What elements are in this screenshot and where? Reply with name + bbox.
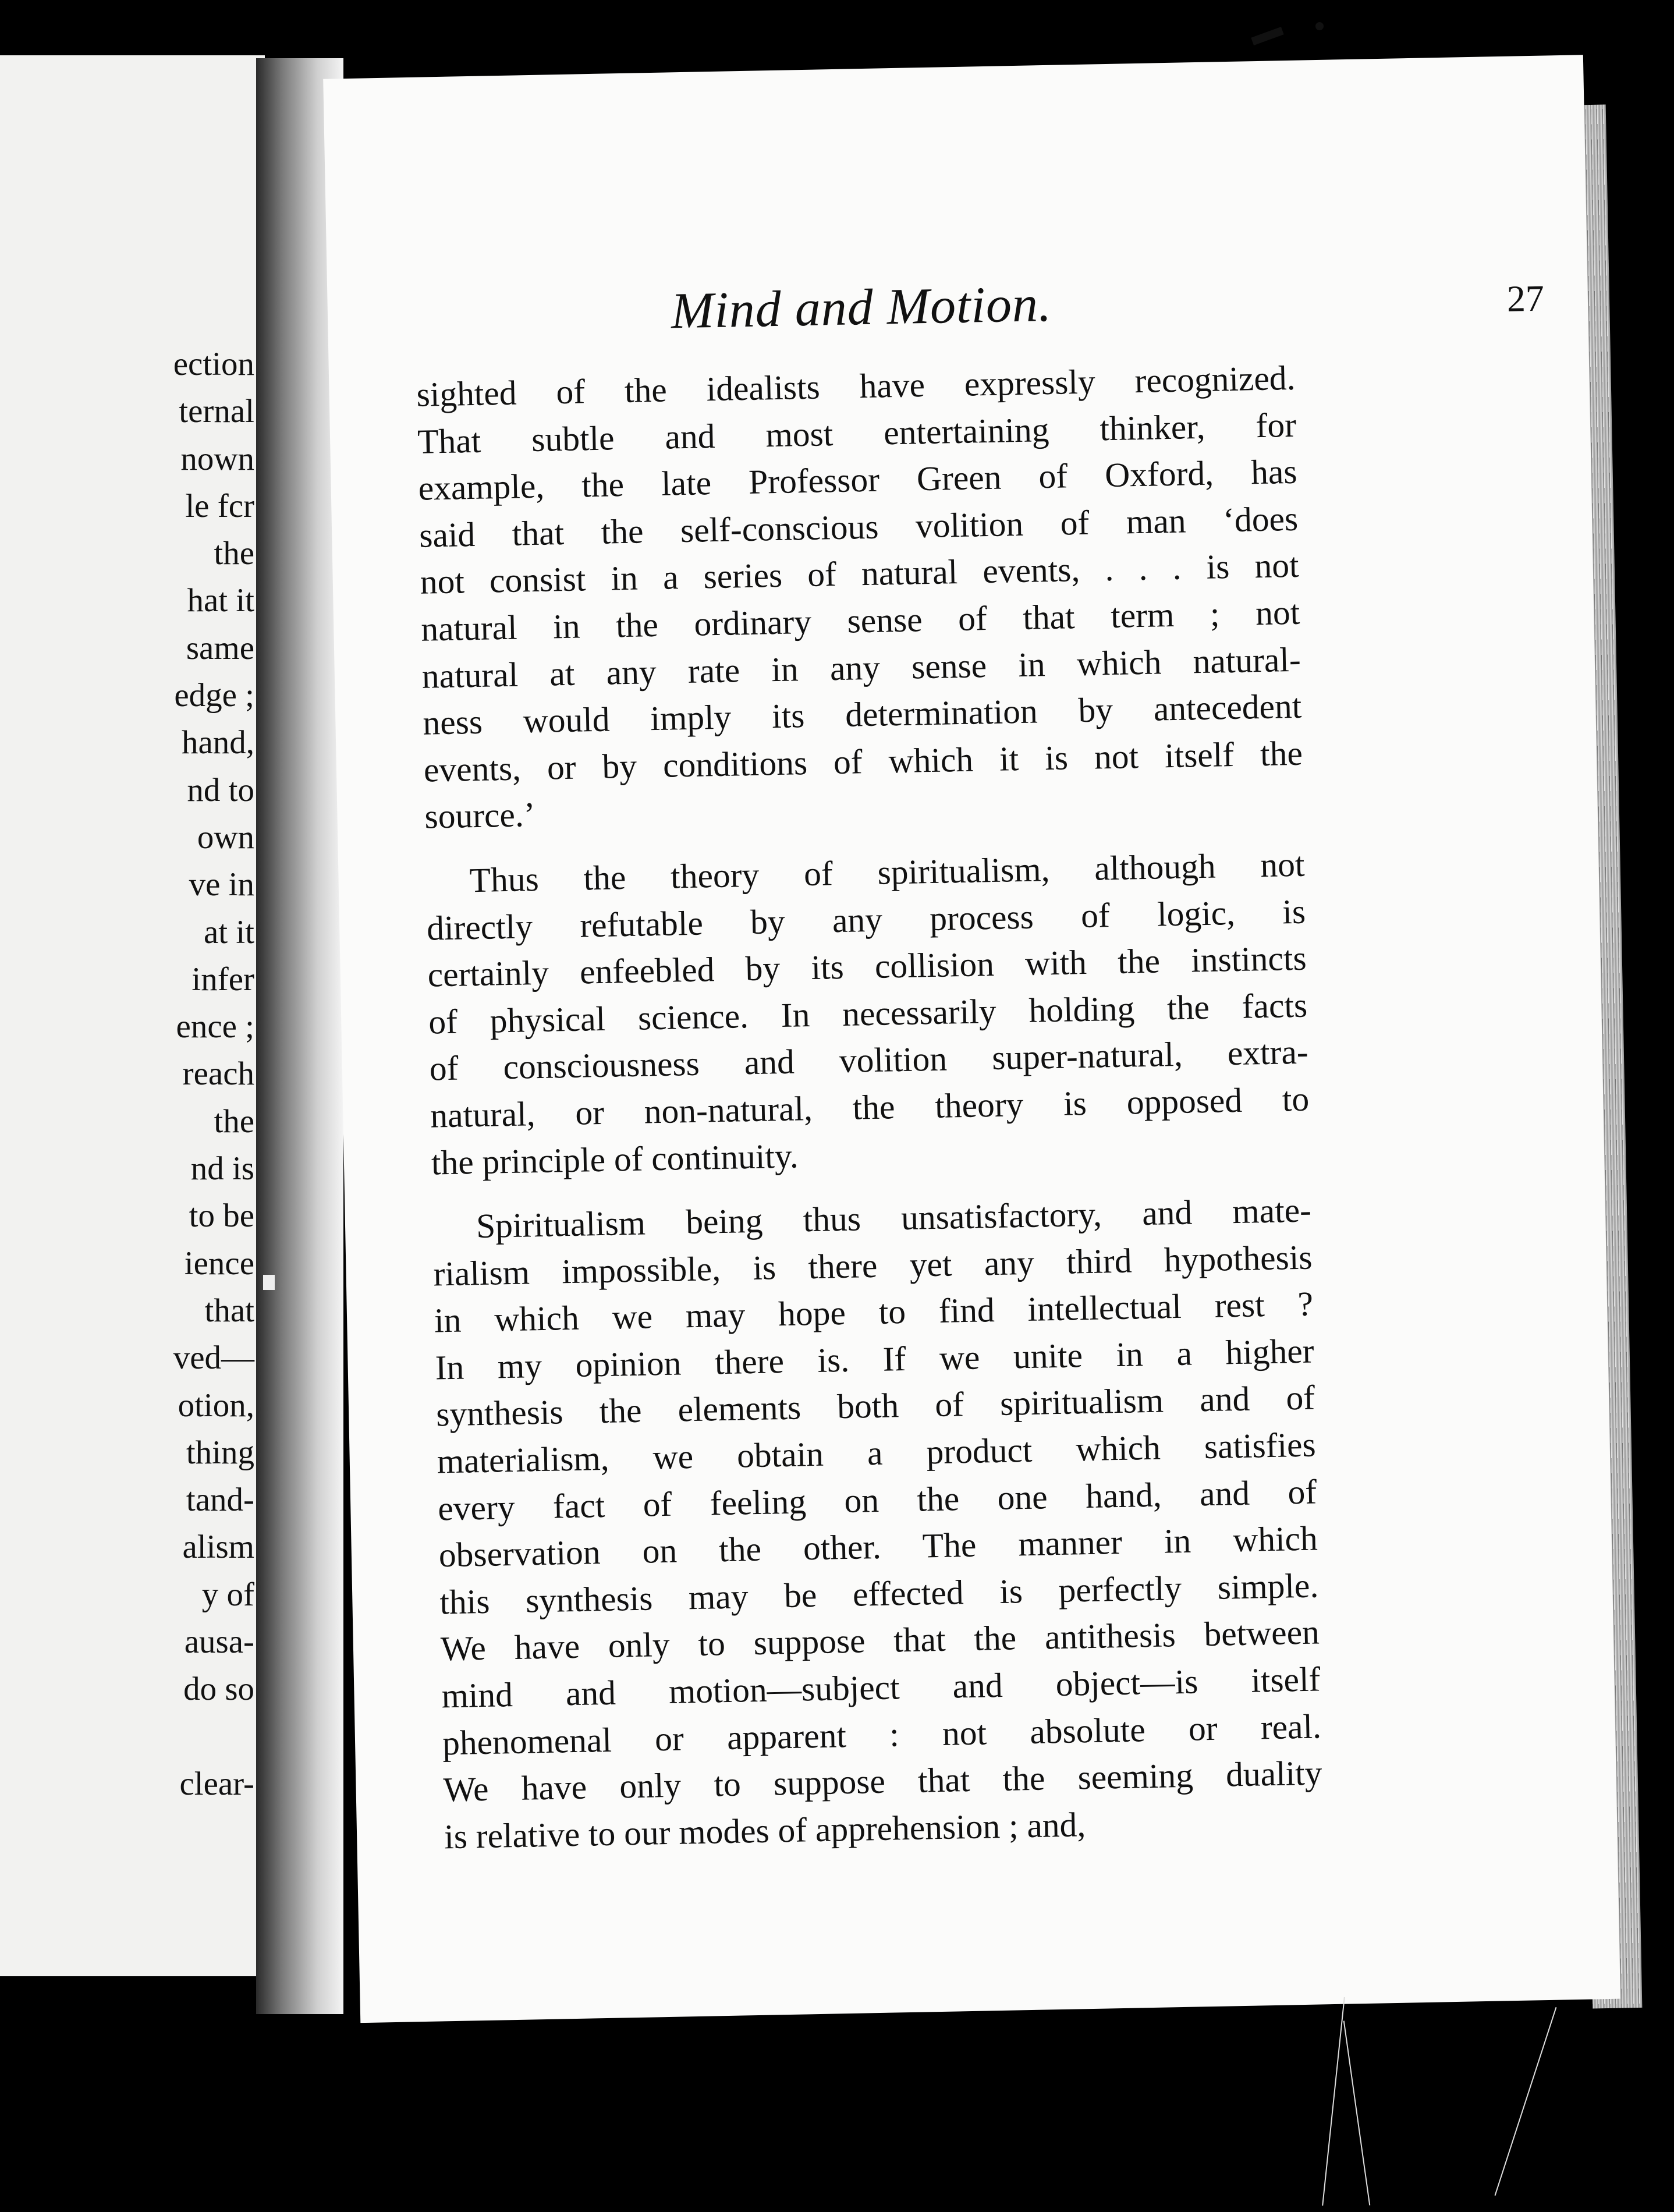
text-line: example, the late Professor Green of Oxford, has [418, 452, 1298, 508]
left-page-line: infer [191, 960, 254, 998]
left-page-line: same [186, 629, 254, 667]
paragraph [432, 1187, 1323, 1860]
scan-speck [1251, 27, 1283, 45]
scan-speck [1315, 22, 1324, 30]
thread-fiber [1322, 1997, 1345, 2206]
text-line: We have only to suppose that the seeming duality [443, 1753, 1323, 1809]
left-page-line: ence ; [176, 1008, 254, 1045]
left-page-line: do so [183, 1671, 254, 1708]
text-line: natural, or non-natural, the theory is opposed to [430, 1079, 1310, 1135]
left-page-line: otion, [178, 1387, 254, 1424]
text-line: ness would imply its determination by antecedent [422, 686, 1302, 742]
body-text [416, 355, 1324, 1860]
left-page-line: edge ; [174, 677, 254, 714]
left-page-line: ausa- [184, 1623, 254, 1661]
left-page-line: reach [182, 1055, 254, 1093]
text-line: mind and motion—subject and object—is itself [441, 1660, 1321, 1715]
left-page-line: at it [203, 913, 254, 951]
left-page-line: ve in [189, 866, 254, 903]
text-line: not consist in a series of natural events, . . . is not [420, 546, 1300, 602]
right-page [323, 55, 1620, 2023]
running-title: Mind and Motion. [671, 275, 1052, 340]
left-page-line: the [214, 535, 254, 572]
left-page-line: to be [189, 1197, 254, 1235]
page-header [671, 265, 1545, 346]
page-number: 27 [1506, 277, 1545, 320]
text-line: certainly enfeebled by its collision with the instincts [427, 938, 1307, 994]
text-line: materialism, we obtain a product which satisfies [437, 1425, 1317, 1481]
left-page-line: tand- [186, 1481, 254, 1519]
text-line: phenomenal or apparent : not absolute or real. [442, 1707, 1322, 1762]
text-line: Spiritualism being thus unsatisfactory, and mate- [476, 1190, 1312, 1246]
left-page-line: ved— [173, 1339, 254, 1377]
left-page [0, 55, 265, 1976]
text-line: in which we may hope to find intellectual rest ? [434, 1284, 1314, 1340]
thread-fiber [1495, 2007, 1557, 2196]
left-page-line: clear- [179, 1765, 254, 1802]
paragraph [425, 841, 1311, 1186]
text-line: of physical science. In necessarily holding the facts [428, 986, 1308, 1041]
text-line: In my opinion there is. If we unite in a higher [435, 1331, 1315, 1387]
text-line: natural in the ordinary sense of that term ; not [420, 593, 1300, 648]
text-line: natural at any rate in any sense in which natural- [421, 640, 1301, 696]
text-line: directly refutable by any process of logic, is [426, 892, 1306, 948]
text-line: source.’ [424, 795, 536, 836]
left-page-line: thing [186, 1434, 254, 1471]
text-line: of consciousness and volition super-natural, extra- [429, 1032, 1309, 1088]
text-line: the principle of continuity. [431, 1136, 799, 1182]
text-line: said that the self-conscious volition of man ‘does [418, 499, 1299, 555]
left-page-line: own [197, 818, 254, 856]
left-page-line: that [204, 1292, 254, 1329]
left-page-line: y of [201, 1576, 254, 1613]
text-line: rialism impossible, is there yet any third hypothesis [433, 1238, 1313, 1293]
left-page-line: ection [173, 346, 254, 382]
left-page-line: le fcr [185, 487, 254, 524]
text-line: That subtle and most entertaining thinker, for [417, 405, 1297, 461]
text-line: observation on the other. The manner in which [438, 1519, 1318, 1575]
text-line: We have only to suppose that the antithesis between [440, 1612, 1320, 1668]
text-line: this synthesis may be effected is perfectly simple. [439, 1566, 1319, 1622]
left-page-line: hand, [181, 724, 254, 761]
text-line: events, or by conditions of which it is not itself the [423, 733, 1303, 789]
left-page-line: ience [184, 1245, 254, 1282]
left-page-line: nown [180, 440, 254, 477]
left-page-line: hat it [187, 582, 254, 619]
text-line: Thus the theory of spiritualism, although not [469, 845, 1306, 900]
text-line: synthesis the elements both of spiritualism and of [435, 1378, 1315, 1434]
paragraph [416, 355, 1304, 841]
text-line: every fact of feeling on the one hand, and of [437, 1472, 1317, 1528]
left-page-line: ternal [179, 393, 254, 430]
thread-fiber [1343, 2020, 1371, 2205]
scan-speck [263, 1275, 275, 1290]
left-page-line: nd to [187, 771, 254, 809]
left-page-line: alism [182, 1529, 254, 1566]
left-page-text [10, 341, 254, 1807]
left-page-line [10, 1713, 254, 1760]
left-page-line: the [214, 1103, 254, 1140]
left-page-line: nd is [190, 1150, 254, 1187]
text-line: is relative to our modes of apprehension ; and, [444, 1805, 1086, 1856]
text-line: sighted of the idealists have expressly recognized. [416, 358, 1296, 414]
